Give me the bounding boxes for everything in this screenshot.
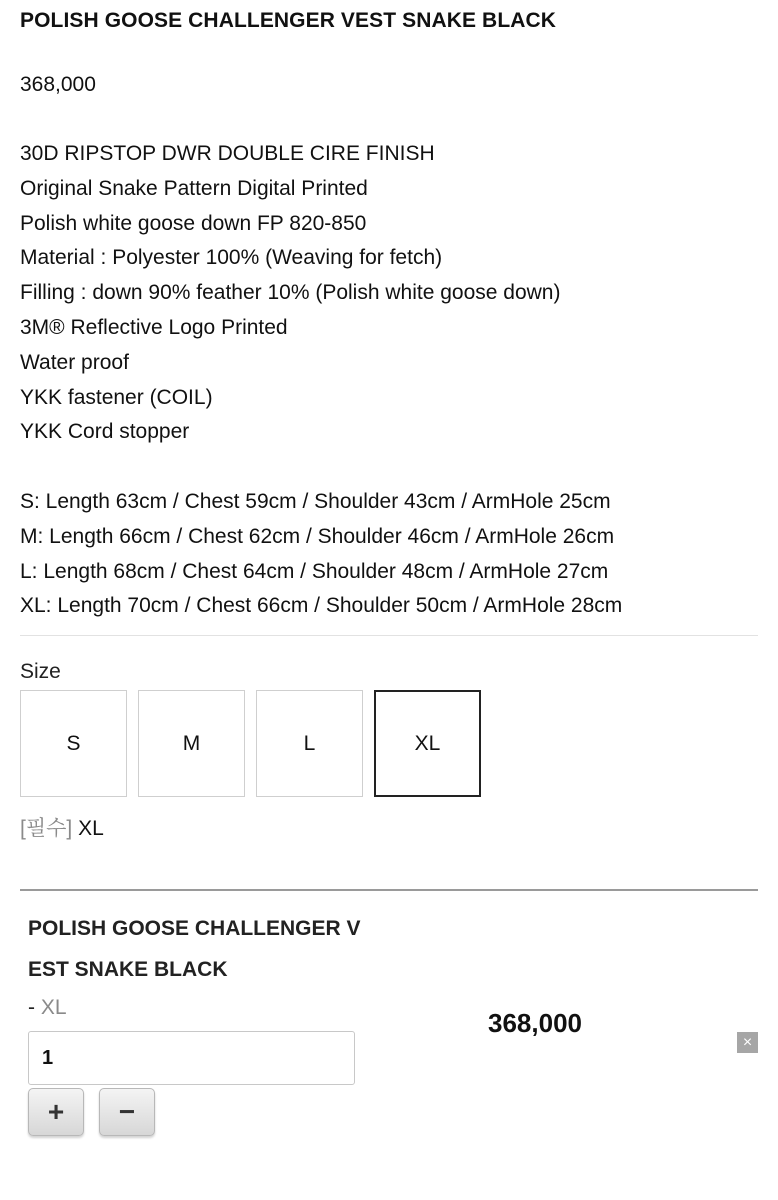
spec-item: 3M® Reflective Logo Printed bbox=[20, 315, 288, 339]
size-chart-row: L: Length 68cm / Chest 64cm / Shoulder 48cm / ArmHole 27cm bbox=[20, 559, 609, 583]
size-chart-row: S: Length 63cm / Chest 59cm / Shoulder 43cm / ArmHole 25cm bbox=[20, 490, 611, 513]
required-tag: [필수] bbox=[20, 817, 73, 840]
size-chart-row: XL: Length 70cm / Chest 66cm / Shoulder 50cm / ArmHole 28cm bbox=[20, 594, 623, 618]
size-option-m[interactable]: M bbox=[138, 690, 245, 797]
quantity-decrement-button[interactable]: − bbox=[99, 1088, 155, 1136]
spec-item: YKK fastener (COIL) bbox=[20, 385, 213, 409]
cart-divider bbox=[20, 889, 758, 891]
cart-item-name: POLISH GOOSE CHALLENGER VEST SNAKE BLACK bbox=[28, 917, 361, 981]
option-dash: - bbox=[28, 996, 35, 1019]
selected-size-value: XL bbox=[78, 817, 104, 840]
size-option-l[interactable]: L bbox=[256, 690, 363, 797]
spec-item: Water proof bbox=[20, 350, 129, 374]
quantity-increment-button[interactable]: + bbox=[28, 1088, 84, 1136]
spec-item: Material : Polyester 100% (Weaving for fetch) bbox=[20, 246, 443, 270]
size-options bbox=[20, 690, 481, 797]
spec-item: YKK Cord stopper bbox=[20, 420, 190, 444]
cart-item-price: 368,000 bbox=[488, 1008, 582, 1038]
product-title: POLISH GOOSE CHALLENGER VEST SNAKE BLACK bbox=[20, 9, 557, 32]
spec-list bbox=[20, 137, 560, 450]
option-value: XL bbox=[40, 996, 67, 1019]
size-label: Size bbox=[20, 660, 61, 683]
spec-item: Polish white goose down FP 820-850 bbox=[20, 211, 367, 235]
spec-item: Original Snake Pattern Digital Printed bbox=[20, 176, 368, 200]
quantity-input[interactable] bbox=[28, 1031, 355, 1085]
size-chart bbox=[20, 485, 622, 624]
product-price: 368,000 bbox=[20, 73, 96, 96]
section-divider bbox=[20, 635, 758, 636]
size-chart-row: M: Length 66cm / Chest 62cm / Shoulder 46cm / ArmHole 26cm bbox=[20, 524, 615, 548]
spec-item: Filling : down 90% feather 10% (Polish white goose down) bbox=[20, 281, 561, 305]
size-option-xl[interactable]: XL bbox=[374, 690, 481, 797]
remove-item-button[interactable] bbox=[737, 1032, 758, 1053]
size-option-s[interactable]: S bbox=[20, 690, 127, 797]
selected-option-summary bbox=[20, 812, 104, 842]
cart-item-option bbox=[28, 996, 67, 1020]
close-icon: × bbox=[742, 1033, 753, 1051]
spec-item: 30D RIPSTOP DWR DOUBLE CIRE FINISH bbox=[20, 142, 435, 165]
